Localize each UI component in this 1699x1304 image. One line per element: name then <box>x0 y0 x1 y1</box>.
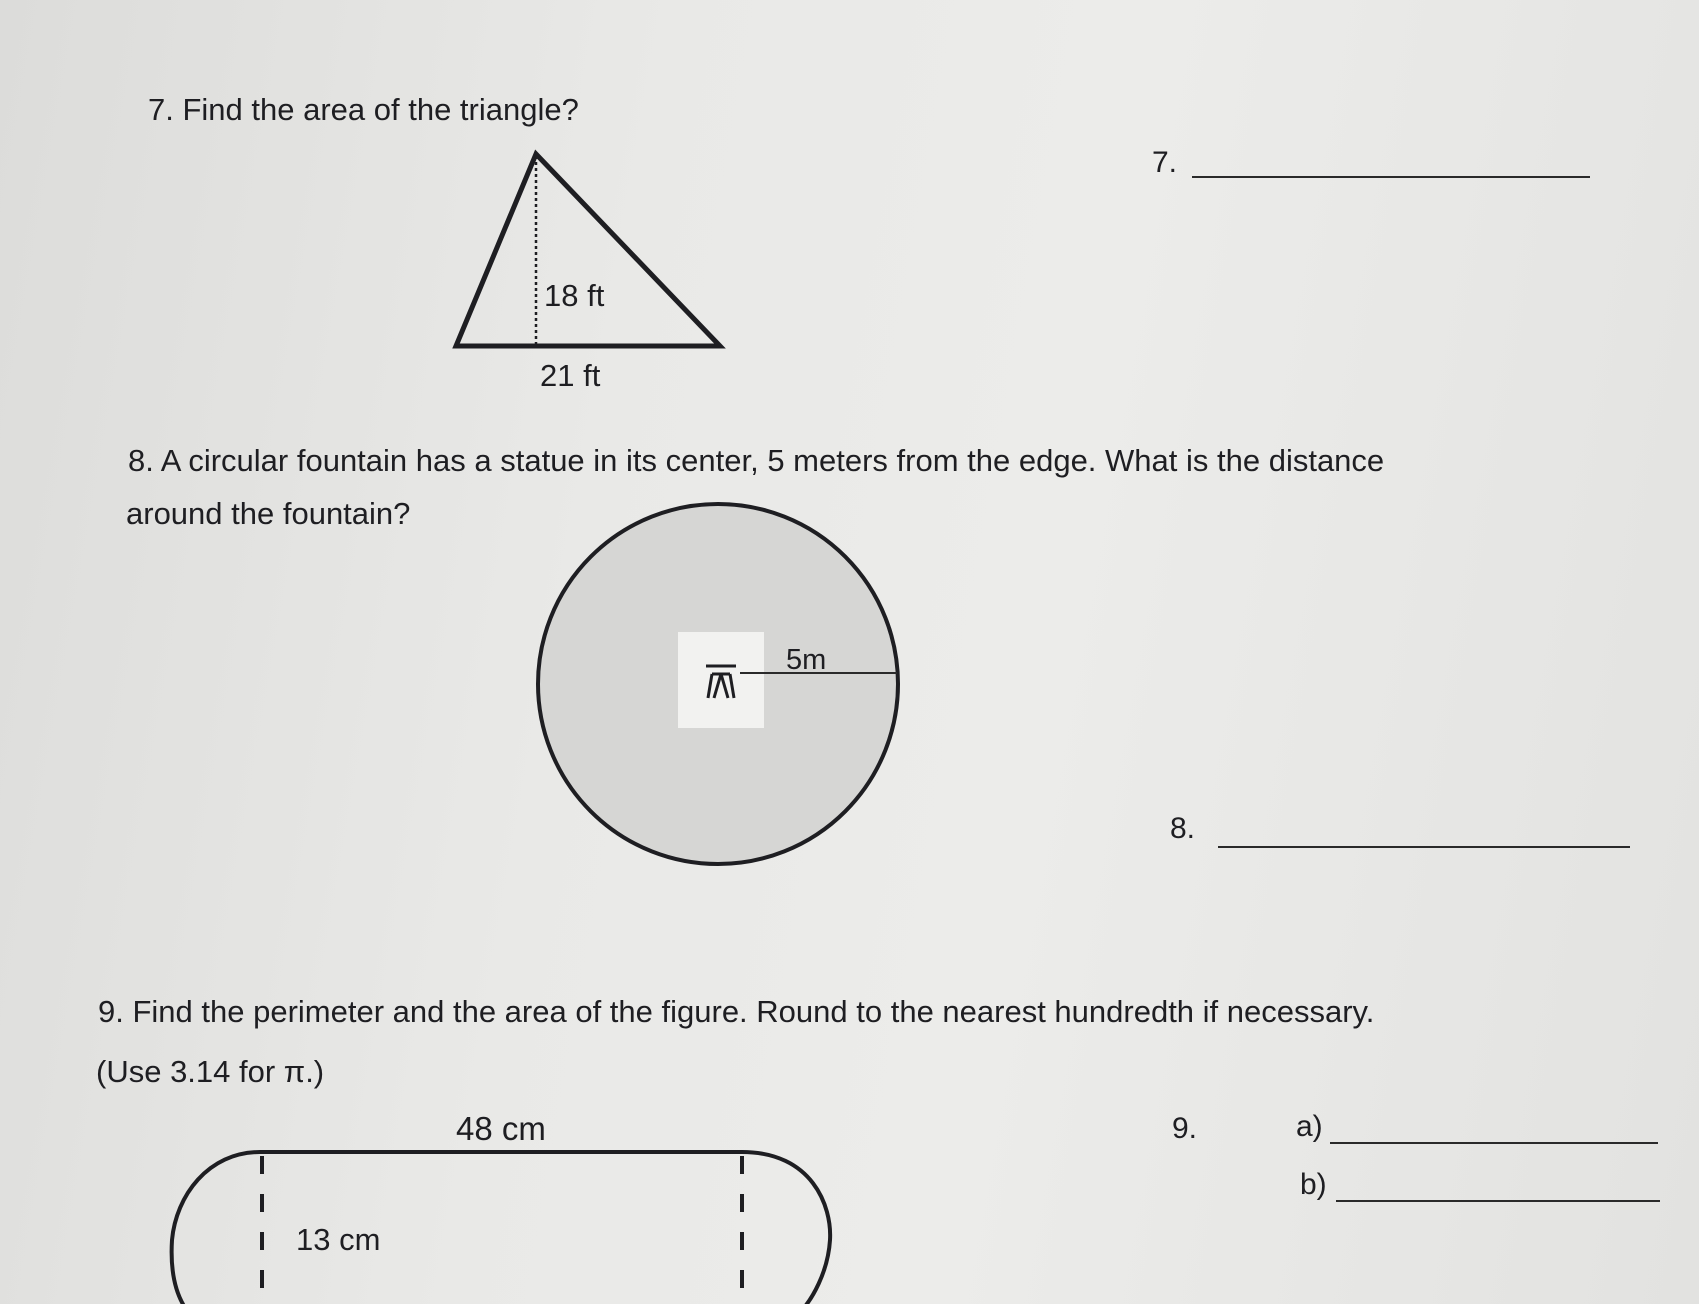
question-7-text: 7. Find the area of the triangle? <box>148 92 579 127</box>
answer-9b-label: b) <box>1300 1168 1327 1201</box>
answer-7-number: 7. <box>1152 146 1178 179</box>
stadium-figure <box>172 1110 831 1304</box>
triangle-shape <box>456 154 720 346</box>
answer-9a-label: a) <box>1296 1110 1323 1143</box>
question-9-line2: (Use 3.14 for π.) <box>96 1054 325 1089</box>
stadium-length-label: 48 cm <box>456 1110 546 1147</box>
question-8-line2: around the fountain? <box>126 496 411 531</box>
triangle-figure <box>456 154 720 393</box>
statue-box <box>678 632 764 728</box>
question-8-line1: 8. A circular fountain has a statue in its center, 5 meters from the edge. What is the distance <box>128 443 1385 478</box>
triangle-base-label: 21 ft <box>540 358 601 393</box>
stadium-width-label: 13 cm <box>296 1222 381 1257</box>
answer-8-number: 8. <box>1170 812 1196 845</box>
radius-label: 5m <box>786 644 827 676</box>
stadium-outline <box>172 1152 831 1304</box>
fountain-figure <box>538 504 898 864</box>
answer-9-number: 9. <box>1172 1112 1198 1145</box>
triangle-height-label: 18 ft <box>544 278 605 313</box>
question-9-line1: 9. Find the perimeter and the area of the figure. Round to the nearest hundredth if necessary. <box>98 994 1375 1029</box>
